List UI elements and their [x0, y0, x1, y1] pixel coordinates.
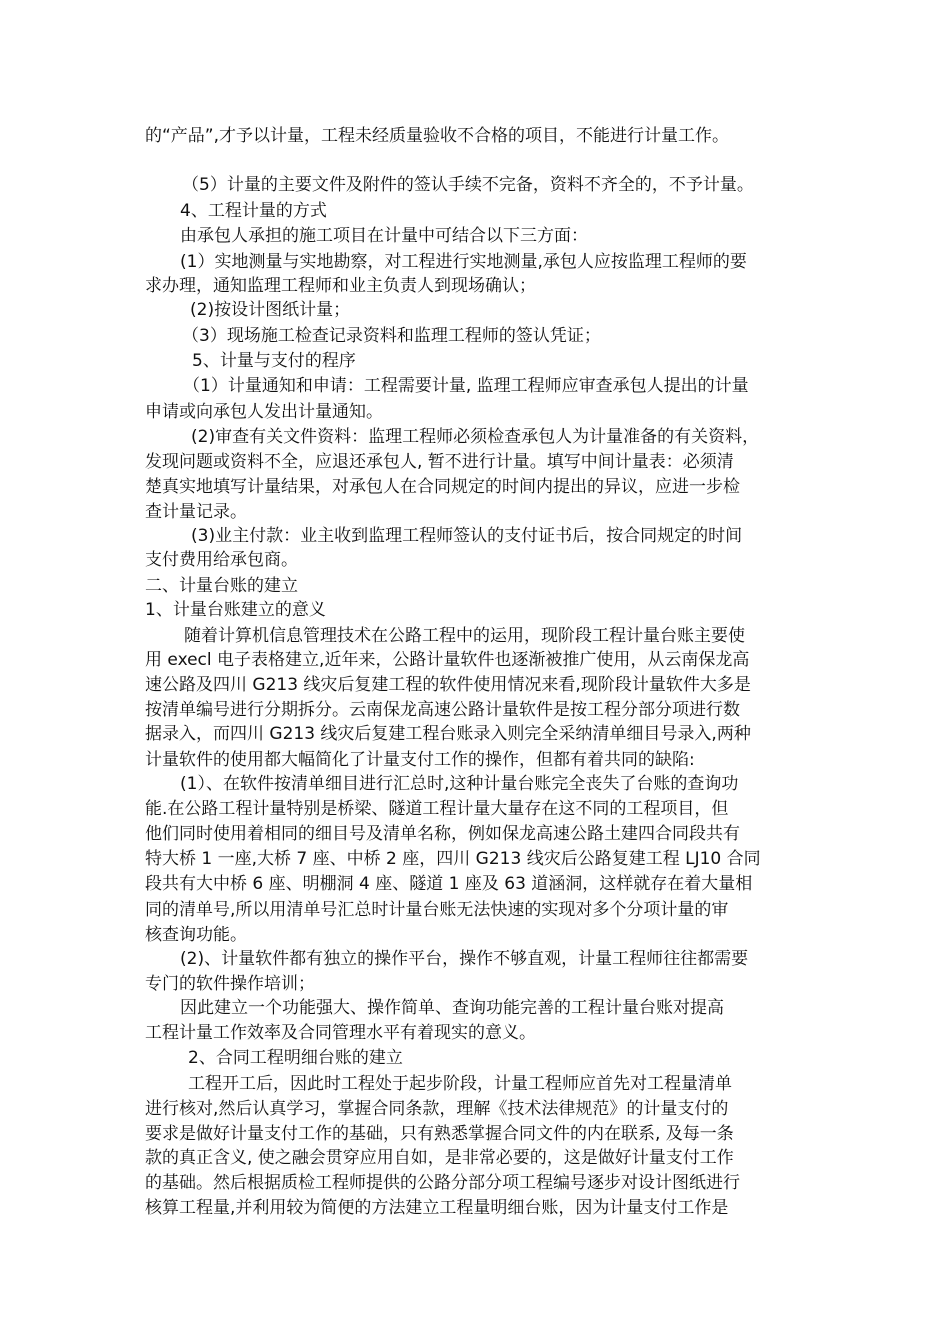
text-line: 款的真正含义, 使之融会贯穿应用自如，是非常必要的，这是做好计量支付工作	[145, 1148, 734, 1168]
text-line: 专门的软件操作培训；	[145, 974, 315, 994]
text-line: 支付费用给承包商。	[145, 550, 298, 570]
text-line: 的基础。然后根据质检工程师提供的公路分部分项工程编号逐步对设计图纸进行	[145, 1173, 740, 1193]
text-line: （1）计量通知和申请：工程需要计量, 监理工程师应审查承包人提出的计量	[183, 376, 749, 396]
text-line: 查计量记录。	[145, 502, 247, 522]
text-line: 核查询功能。	[145, 925, 247, 945]
section-heading: 5、计量与支付的程序	[192, 351, 356, 371]
text-line: 特大桥 1 一座,大桥 7 座、中桥 2 座，四川 G213 线灾后公路复建工程 LJ10 合同	[145, 849, 761, 869]
text-line: 申请或向承包人发出计量通知。	[145, 402, 383, 422]
text-line: 核算工程量,并利用较为简便的方法建立工程量明细台账，因为计量支付工作是	[145, 1198, 729, 1218]
text-line: 用 execl 电子表格建立,近年来，公路计量软件也逐渐被推广使用，从云南保龙高	[145, 650, 750, 670]
section-heading: 2、合同工程明细台账的建立	[188, 1048, 403, 1068]
text-line: 要求是做好计量支付工作的基础，只有熟悉掌握合同文件的内在联系, 及每一条	[145, 1124, 734, 1144]
text-line: 因此建立一个功能强大、操作简单、查询功能完善的工程计量台账对提高	[180, 998, 724, 1018]
text-line: 速公路及四川 G213 线灾后复建工程的软件使用情况来看,现阶段计量软件大多是	[145, 675, 751, 695]
text-line: 计量软件的使用都大幅简化了计量支付工作的操作，但都有着共同的缺陷:	[145, 750, 695, 770]
text-line: (2)、计量软件都有独立的操作平台，操作不够直观，计量工程师往往都需要	[180, 949, 749, 969]
text-line: 他们同时使用着相同的细目号及清单名称，例如保龙高速公路土建四合同段共有	[145, 824, 740, 844]
text-line: (3)业主付款：业主收到监理工程师签认的支付证书后，按合同规定的时间	[191, 526, 743, 546]
text-line: 随着计算机信息管理技术在公路工程中的运用，现阶段工程计量台账主要使	[184, 626, 745, 646]
text-line: （3）现场施工检查记录资料和监理工程师的签认凭证；	[182, 326, 601, 346]
text-line: (2)按设计图纸计量；	[190, 300, 351, 320]
text-line: 据录入，而四川 G213 线灾后复建工程台账录入则完全采纳清单细目号录入,两种	[145, 724, 751, 744]
text-line: (1）实地测量与实地勘察，对工程进行实地测量,承包人应按监理工程师的要	[180, 252, 747, 272]
text-line: (1）、在软件按清单细目进行汇总时,这种计量台账完全丧失了台账的查询功	[180, 774, 739, 794]
text-line: 的“产品”,才予以计量，工程未经质量验收不合格的项目，不能进行计量工作。	[145, 126, 730, 146]
text-line: (2)审查有关文件资料：监理工程师必须检查承包人为计量准备的有关资料，	[191, 427, 760, 447]
text-line: 进行核对,然后认真学习，掌握合同条款，理解《技术法律规范》的计量支付的	[145, 1099, 729, 1119]
text-line: 按清单编号进行分期拆分。云南保龙高速公路计量软件是按工程分部分项进行数	[145, 700, 740, 720]
text-line: 由承包人承担的施工项目在计量中可结合以下三方面：	[180, 226, 588, 246]
section-heading: 1、计量台账建立的意义	[145, 600, 326, 620]
text-line: 同的清单号,所以用清单号汇总时计量台账无法快速的实现对多个分项计量的审	[145, 900, 729, 920]
text-line: 楚真实地填写计量结果，对承包人在合同规定的时间内提出的异议，应进一步检	[145, 477, 740, 497]
text-line: （5）计量的主要文件及附件的签认手续不完备，资料不齐全的，不予计量。	[182, 175, 754, 195]
text-line: 段共有大中桥 6 座、明棚洞 4 座、隧道 1 座及 63 道涵洞，这样就存在着大量相	[145, 874, 753, 894]
section-heading: 4、工程计量的方式	[180, 201, 327, 221]
text-line: 能.在公路工程计量特别是桥梁、隧道工程计量大量存在这不同的工程项目，但	[145, 799, 729, 819]
text-line: 发现问题或资料不全，应退还承包人, 暂不进行计量。填写中间计量表：必须清	[145, 452, 734, 472]
section-heading: 二、计量台账的建立	[145, 576, 298, 596]
text-line: 工程开工后，因此时工程处于起步阶段，计量工程师应首先对工程量清单	[188, 1074, 732, 1094]
text-line: 工程计量工作效率及合同管理水平有着现实的意义。	[145, 1023, 536, 1043]
text-line: 求办理，通知监理工程师和业主负责人到现场确认；	[145, 276, 536, 296]
